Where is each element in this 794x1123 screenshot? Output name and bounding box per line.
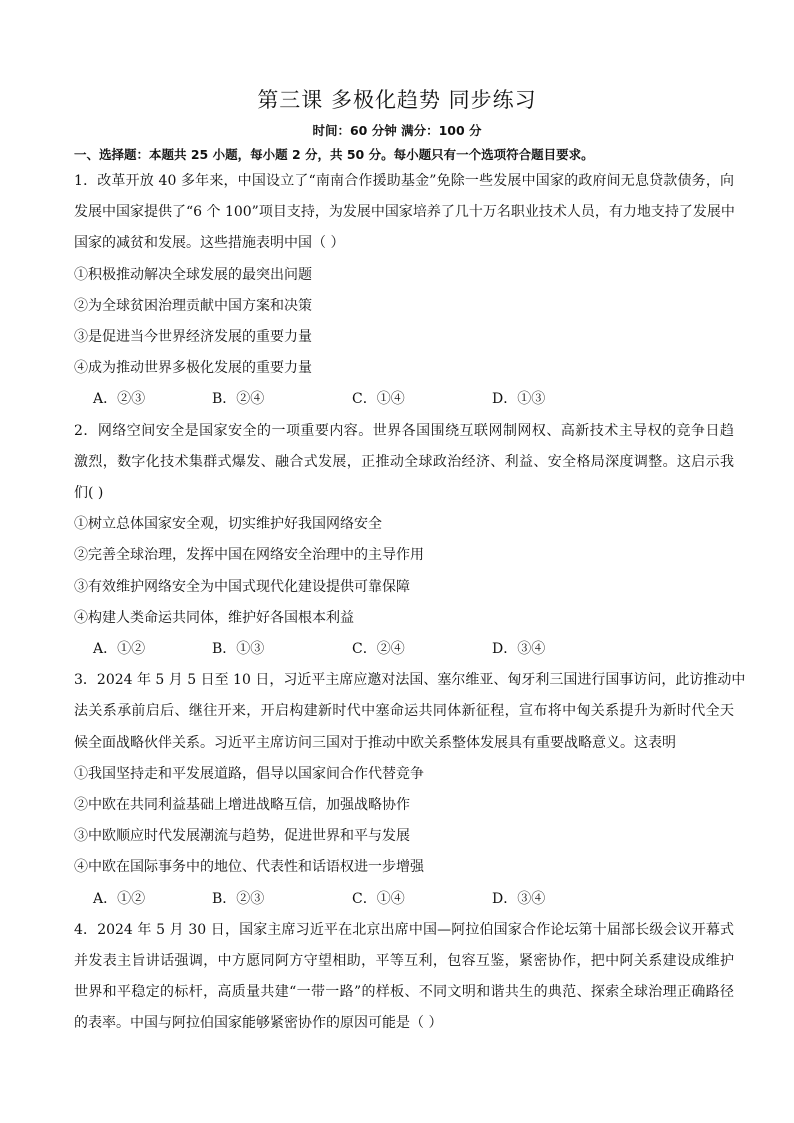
question-2-line-2: 激烈，数字化技术集群式爆发、融合式发展，正推动全球政治经济、利益、安全格局深度调整。这启示我 xyxy=(74,454,734,470)
question-1-option-c[interactable]: C．①④ xyxy=(352,391,405,407)
question-2-option-b[interactable]: B．①③ xyxy=(212,641,265,657)
question-4-line-2: 并发表主旨讲话强调，中方愿同阿方守望相助，平等互利，包容互鉴，紧密协作，把中阿关系建设成维护 xyxy=(74,953,734,969)
question-2-item-3: ③有效维护网络安全为中国式现代化建设提供可靠保障 xyxy=(74,579,410,595)
question-1-line-1: 1．改革开放 40 多年来，中国设立了“南南合作援助基金”免除一些发展中国家的政府间无息贷款债务，向 xyxy=(74,173,734,189)
question-3-option-c[interactable]: C．①④ xyxy=(352,891,405,907)
question-3-item-4: ④中欧在国际事务中的地位、代表性和话语权进一步增强 xyxy=(74,859,424,875)
question-3-line-2: 法关系承前启后、继往开来，开启构建新时代中塞命运共同体新征程，宣布将中匈关系提升为新时代全天 xyxy=(74,703,734,719)
question-3-option-d[interactable]: D．③④ xyxy=(492,891,546,907)
section-heading: 一、选择题：本题共 25 小题，每小题 2 分，共 50 分。每小题只有一个选项符合题目要求。 xyxy=(74,147,594,162)
question-3-item-1: ①我国坚持走和平发展道路，倡导以国家间合作代替竞争 xyxy=(74,766,424,782)
question-3-item-2: ②中欧在共同利益基础上增进战略互信，加强战略协作 xyxy=(74,797,410,813)
question-2-line-3: 们( ) xyxy=(74,485,104,501)
question-1-item-2: ②为全球贫困治理贡献中国方案和决策 xyxy=(74,298,312,314)
question-4-line-4: 的表率。中国与阿拉伯国家能够紧密协作的原因可能是（ ） xyxy=(74,1015,443,1031)
question-2-option-a[interactable]: A．①② xyxy=(93,641,146,657)
question-2-line-1: 2．网络空间安全是国家安全的一项重要内容。世界各国围绕互联网制网权、高新技术主导权的竞争日趋 xyxy=(74,423,734,439)
question-3-option-b[interactable]: B．②③ xyxy=(212,891,265,907)
question-2-item-4: ④构建人类命运共同体，维护好各国根本利益 xyxy=(74,610,354,626)
question-1-item-4: ④成为推动世界多极化发展的重要力量 xyxy=(74,360,312,376)
question-3-line-3: 候全面战略伙伴关系。习近平主席访问三国对于推动中欧关系整体发展具有重要战略意义。这表明 xyxy=(74,735,676,751)
question-2-option-d[interactable]: D．③④ xyxy=(492,641,546,657)
question-1-line-3: 国家的减贫和发展。这些措施表明中国（ ） xyxy=(74,235,345,251)
question-2-item-1: ①树立总体国家安全观，切实维护好我国网络安全 xyxy=(74,516,382,532)
question-4-line-1: 4．2024 年 5 月 30 日，国家主席习近平在北京出席中国—阿拉伯国家合作论坛第十届部长级会议开幕式 xyxy=(74,922,734,938)
question-2-item-2: ②完善全球治理，发挥中国在网络安全治理中的主导作用 xyxy=(74,547,424,563)
question-3-line-1: 3．2024 年 5 月 5 日至 10 日，习近平主席应邀对法国、塞尔维亚、匈牙利三国进行国事访问，此访推动中 xyxy=(74,672,746,688)
page-title: 第三课 多极化趋势 同步练习 xyxy=(257,88,537,112)
question-1-option-d[interactable]: D．①③ xyxy=(492,391,546,407)
question-1-item-3: ③是促进当今世界经济发展的重要力量 xyxy=(74,329,312,345)
question-3-option-a[interactable]: A．①② xyxy=(93,891,146,907)
question-4-line-3: 世界和平稳定的标杆，高质量共建“一带一路”的样板、不同文明和谐共生的典范、探索全球治理正确路径 xyxy=(74,984,734,1000)
exam-time-score: 时间：60 分钟 满分：100 分 xyxy=(312,123,482,138)
question-1-option-a[interactable]: A．②③ xyxy=(93,391,146,407)
question-1-option-b[interactable]: B．②④ xyxy=(212,391,265,407)
question-2-option-c[interactable]: C．②④ xyxy=(352,641,405,657)
question-1-line-2: 发展中国家提供了“6 个 100”项目支持，为发展中国家培养了几十万名职业技术人员，有力地支持了发展中 xyxy=(74,204,735,220)
question-1-item-1: ①积极推动解决全球发展的最突出问题 xyxy=(74,267,312,283)
question-3-item-3: ③中欧顺应时代发展潮流与趋势，促进世界和平与发展 xyxy=(74,828,410,844)
